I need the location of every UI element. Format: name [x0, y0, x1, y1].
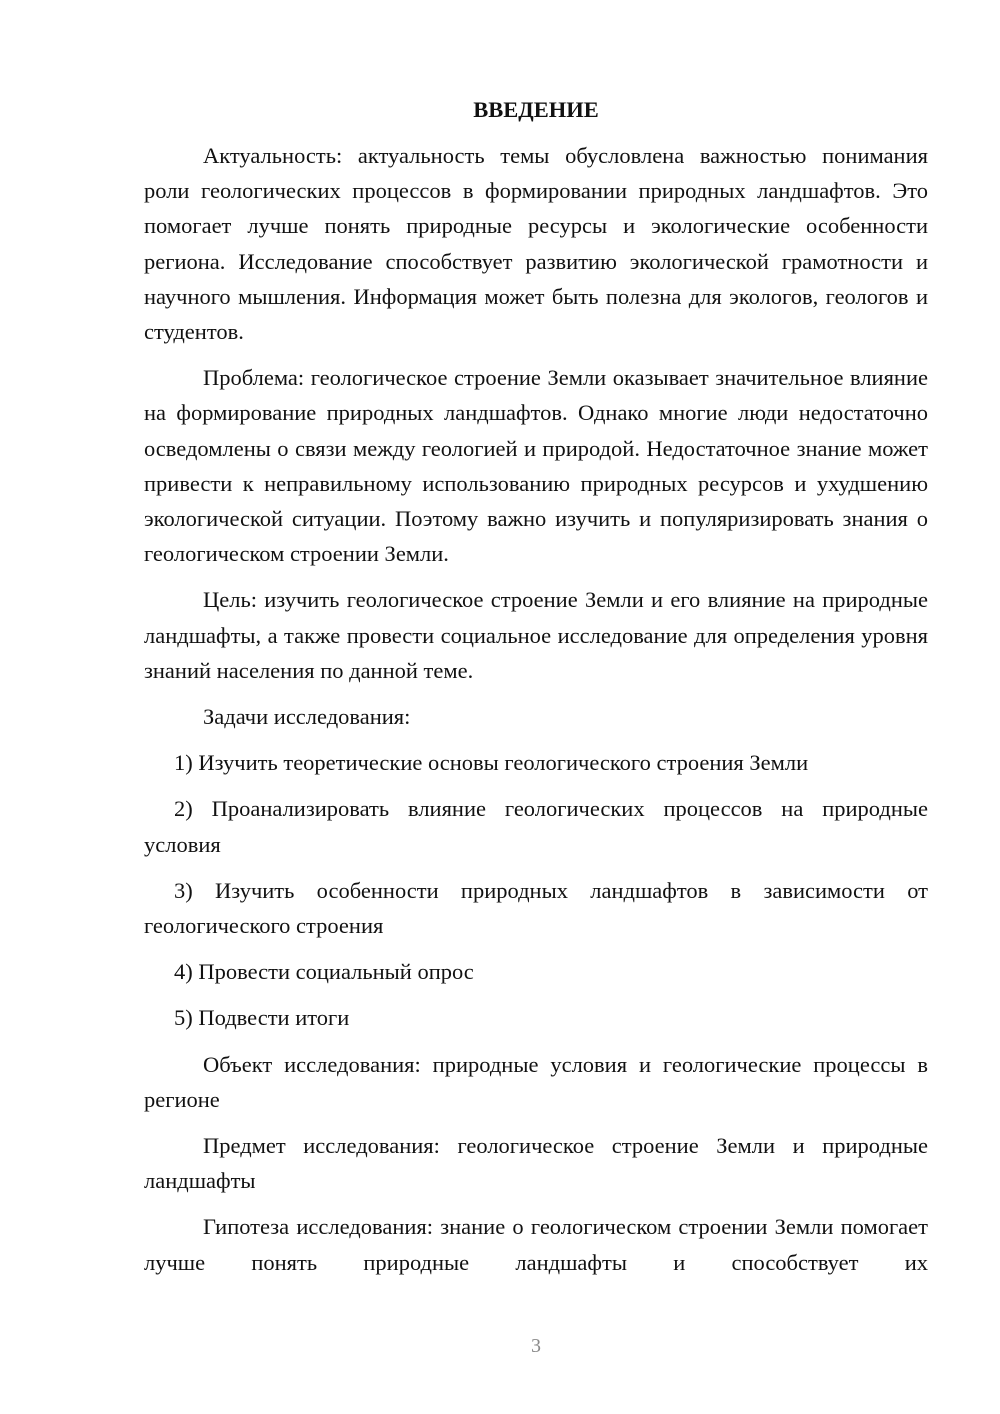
page-number: 3 [531, 1335, 541, 1357]
task-item-1: 1) Изучить теоретические основы геологического строения Земли [174, 750, 809, 776]
paragraph-object: Объект исследования: природные условия и геологические процессы в регионе [144, 1051, 928, 1112]
task-item-2: 2) Проанализировать влияние геологических процессов на природные условия [144, 796, 928, 857]
section-heading: ВВЕДЕНИЕ [473, 97, 599, 122]
paragraph-hypothesis: Гипотеза исследования: знание о геологическом строении Земли помогает лучше понять природные ландшафты и способствует их [144, 1214, 928, 1275]
task-item-5: 5) Подвести итоги [174, 1005, 350, 1031]
paragraph-problem: Проблема: геологическое строение Земли оказывает значительное влияние на формирование природных ландшафтов. Однако многие люди недостаточно осведомлены о связи между геологией и природой. Недостаточное знание может привести к неправильному использованию природных ресурсов и ухудшению экологической ситуации. Поэтому важно изучить и популяризировать знания о геологическом строении Земли. [144, 365, 928, 567]
task-item-3: 3) Изучить особенности природных ландшафтов в зависимости от геологического строения [144, 877, 928, 939]
paragraph-tasks-heading: Задачи исследования: [203, 704, 411, 730]
task-item-4: 4) Провести социальный опрос [174, 959, 474, 985]
paragraph-relevance: Актуальность: актуальность темы обусловлена важностью понимания роли геологических процессов в формировании природных ландшафтов. Это помогает лучше понять природные ресурсы и экологические особенности региона. Исследование способствует развитию экологической грамотности и научного мышления. Информация может быть полезна для экологов, геологов и студентов. [144, 143, 928, 345]
paragraph-goal: Цель: изучить геологическое строение Земли и его влияние на природные ландшафты, а также провести социальное исследование для определения уровня знаний населения по данной теме. [144, 587, 928, 683]
paragraph-subject: Предмет исследования: геологическое строение Земли и природные ландшафты [144, 1133, 928, 1194]
page-content [144, 94, 928, 1291]
